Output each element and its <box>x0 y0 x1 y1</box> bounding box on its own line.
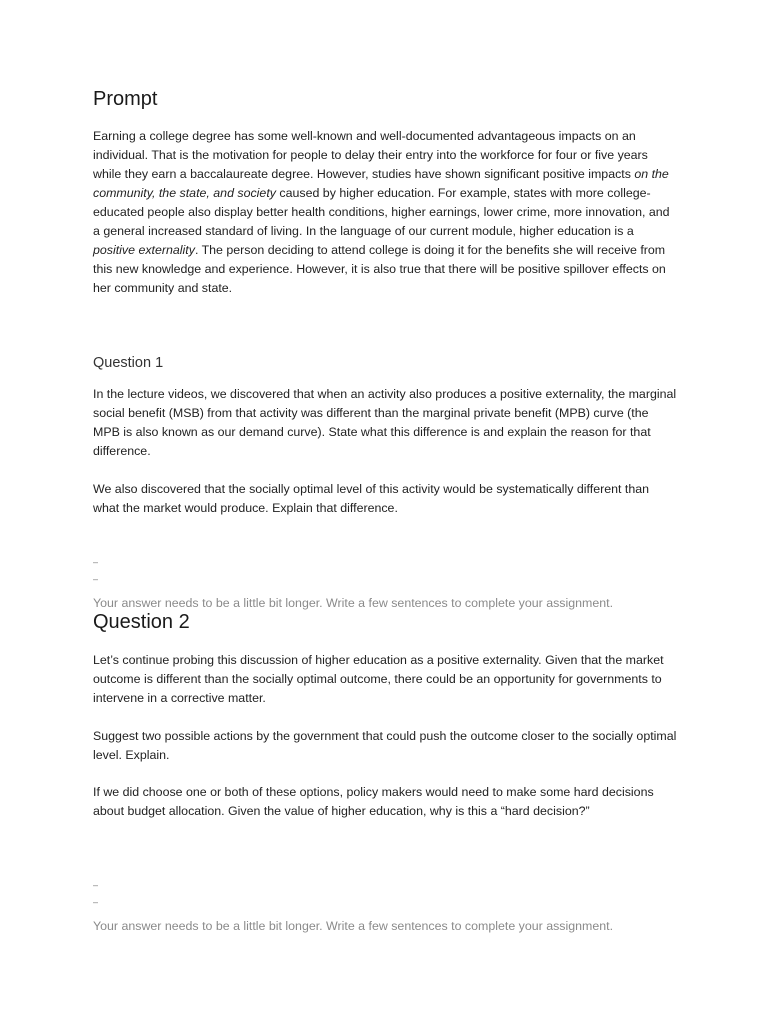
question-1-paragraph-1: In the lecture videos, we discovered that when an activity also produces a positive externality, the marginal social benefit (MSB) from that activity was different than the marginal private benefit (MPB) curve (the MPB is also known as our demand curve). State what this difference is and explain the reason for that difference. <box>93 387 677 458</box>
question-2-length-hint: Your answer needs to be a little bit longer. Write a few sentences to complete your assignment. <box>93 919 614 933</box>
prompt-heading: Prompt <box>93 88 158 110</box>
question-2-paragraph-3: If we did choose one or both of these options, policy makers would need to make some hard decisions about budget allocation. Given the value of higher education, why is this a “hard decision?” <box>93 785 654 818</box>
question-1-heading: Question 1 <box>93 355 164 371</box>
prompt-emphasis-community: on the community, the state, and society <box>93 167 669 200</box>
question-1-paragraph-2: We also discovered that the socially optimal level of this activity would be systematically different than what the market would produce. Explain that difference. <box>93 482 650 515</box>
prompt-text-part-2: caused by higher education. For example, states with more college-educated people also display better health conditions, higher earnings, lower crime, more innovation, and a general increased standard of living. In the language of our current module, higher education is a <box>93 186 670 238</box>
question-2-answer-line-2[interactable]: – <box>93 897 99 907</box>
prompt-emphasis-externality: positive externality <box>93 243 195 257</box>
prompt-text-part-1: Earning a college degree has some well-known and well-documented advantageous impacts on an individual. That is the motivation for people to delay their entry into the workforce for four or five years while they earn a baccalaureate degree. However, studies have shown significant positive impacts <box>93 129 648 181</box>
question-2-paragraph-1: Let’s continue probing this discussion of higher education as a positive externality. Given that the market outcome is different than the socially optimal outcome, there could be an opportunity for governments to intervene in a corrective matter. <box>93 653 664 705</box>
question-2-heading: Question 2 <box>93 611 190 633</box>
prompt-paragraph <box>93 127 678 298</box>
question-1-answer-line-1[interactable]: – <box>93 557 99 567</box>
question-1-length-hint: Your answer needs to be a little bit longer. Write a few sentences to complete your assignment. <box>93 596 614 610</box>
question-2-answer-line-1[interactable]: – <box>93 880 99 890</box>
question-2-paragraph-2: Suggest two possible actions by the government that could push the outcome closer to the socially optimal level. Explain. <box>93 729 677 762</box>
prompt-text-part-3: . The person deciding to attend college is doing it for the benefits she will receive from this new knowledge and experience. However, it is also true that there will be positive spillover effects on her community and state. <box>93 243 666 295</box>
question-1-answer-line-2[interactable]: – <box>93 574 99 584</box>
